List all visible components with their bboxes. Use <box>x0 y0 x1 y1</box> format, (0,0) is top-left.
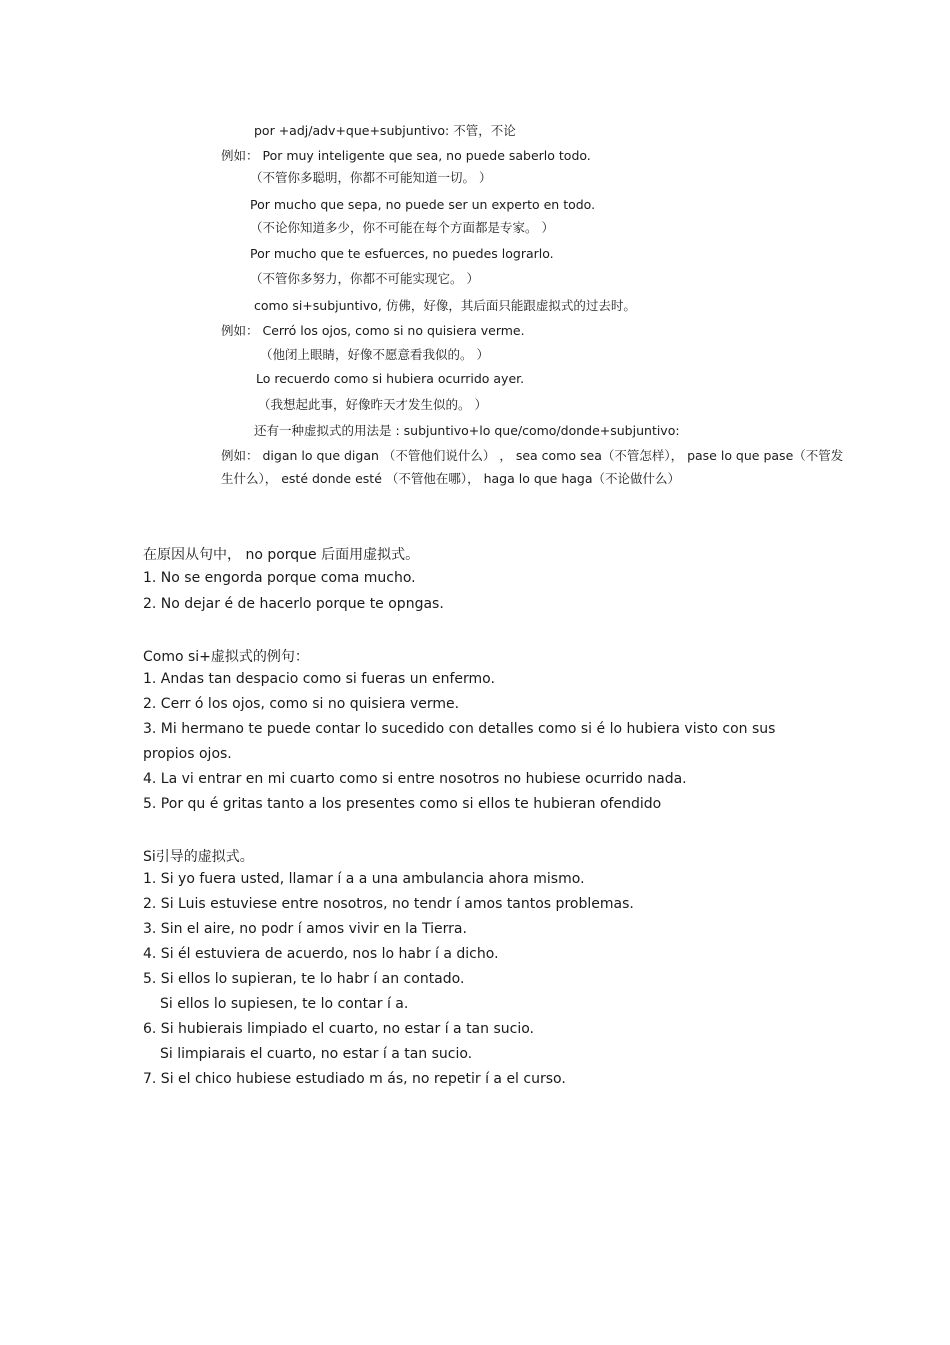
text-line: 7. Si el chico hubiese estudiado m ás, no repetir í a el curso. <box>143 1071 566 1087</box>
text-line: Por mucho que sepa, no puede ser un experto en todo. <box>250 197 596 212</box>
text-line: Si ellos lo supiesen, te lo contar í a. <box>160 996 409 1012</box>
text-line: 3. Mi hermano te puede contar lo sucedido con detalles como si é lo hubiera visto con sus <box>143 721 776 737</box>
text-line: 1. Andas tan despacio como si fueras un enfermo. <box>143 671 495 687</box>
text-line: 5. Si ellos lo supieran, te lo habr í an contado. <box>143 971 465 987</box>
section-heading: Como si+虚拟式的例句： <box>143 649 309 665</box>
text-line: 4. La vi entrar en mi cuarto como si entre nosotros no hubiese ocurrido nada. <box>143 771 687 787</box>
text-line: por +adj/adv+que+subjuntivo: 不管，不论 <box>254 123 516 138</box>
text-line: Si limpiarais el cuarto, no estar í a tan sucio. <box>160 1046 473 1062</box>
text-line: 1. No se engorda porque coma mucho. <box>143 570 416 586</box>
text-line: （不论你知道多少，你不可能在每个方面都是专家。 ） <box>250 220 554 235</box>
text-line: 5. Por qu é gritas tanto a los presentes como si ellos te hubieran ofendido <box>143 796 662 812</box>
text-line: como si+subjuntivo, 仿佛，好像，其后面只能跟虚拟式的过去时。 <box>254 298 636 313</box>
text-line: （我想起此事，好像昨天才发生似的。 ） <box>258 397 487 412</box>
text-line: 例如： Cerró los ojos, como si no quisiera verme. <box>221 323 525 338</box>
text-line: 例如： digan lo que digan （不管他们说什么） ， sea como sea（不管怎样）， pase lo que pase（不管发 <box>221 448 844 463</box>
text-line: （不管你多聪明，你都不可能知道一切。 ） <box>250 170 492 185</box>
text-line: 2. No dejar é de hacerlo porque te opngas. <box>143 596 444 612</box>
section-heading: Si引导的虚拟式。 <box>143 849 254 865</box>
text-line: 3. Sin el aire, no podr í amos vivir en la Tierra. <box>143 921 467 937</box>
text-line: （不管你多努力，你都不可能实现它。 ） <box>250 271 479 286</box>
text-line: 2. Si Luis estuviese entre nosotros, no tendr í amos tantos problemas. <box>143 896 634 912</box>
text-line: 6. Si hubierais limpiado el cuarto, no estar í a tan sucio. <box>143 1021 534 1037</box>
text-line: 还有一种虚拟式的用法是 : subjuntivo+lo que/como/donde+subjuntivo: <box>254 423 680 438</box>
text-line: （他闭上眼睛，好像不愿意看我似的。 ） <box>260 347 489 362</box>
text-line: 2. Cerr ó los ojos, como si no quisiera verme. <box>143 696 460 712</box>
text-line: Lo recuerdo como si hubiera ocurrido ayer. <box>256 371 525 386</box>
text-line: 1. Si yo fuera usted, llamar í a a una ambulancia ahora mismo. <box>143 871 585 887</box>
text-line: 生什么）， esté donde esté （不管他在哪）， haga lo que haga（不论做什么） <box>221 471 681 486</box>
text-line: 例如： Por muy inteligente que sea, no puede saberlo todo. <box>221 148 591 163</box>
text-line: Por mucho que te esfuerces, no puedes lograrlo. <box>250 246 554 261</box>
text-line: 4. Si él estuviera de acuerdo, nos lo habr í a dicho. <box>143 946 499 962</box>
text-line: propios ojos. <box>143 746 232 762</box>
section-heading: 在原因从句中， no porque 后面用虚拟式。 <box>143 547 420 563</box>
